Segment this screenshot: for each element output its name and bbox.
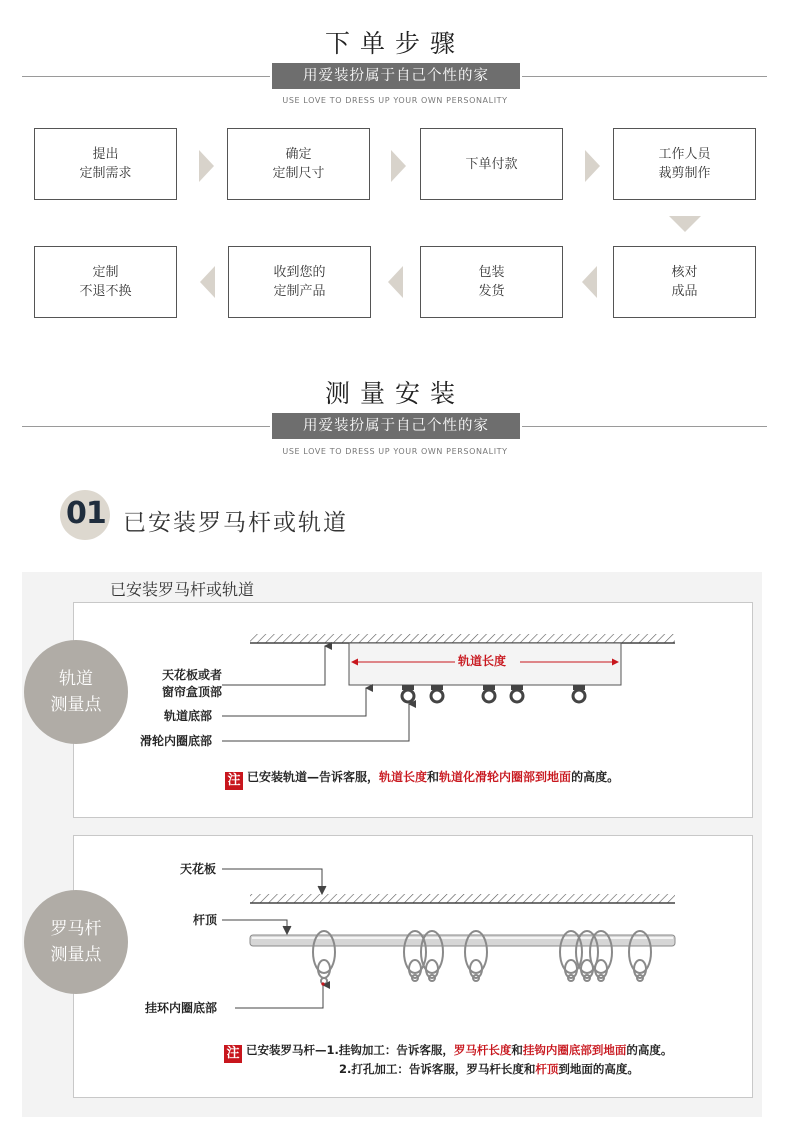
label-track-bottom: 轨道底部 [164,709,213,723]
step-box: 确定 定制尺寸 [227,128,370,200]
section-title-order-steps: 下单步骤 [324,29,465,58]
pulley-icons [402,685,585,702]
step-box: 核对 成品 [613,246,756,318]
note-mark: 注 [225,772,243,790]
label-track-length: 轨道长度 [458,654,507,668]
rod-note-1: 注 已安装罗马杆—1.挂钩加工：告诉客服，罗马杆长度和挂钩内圈底部到地面的高度。 [224,1042,672,1063]
step-box: 工作人员 裁剪制作 [613,128,756,200]
track-measure-point: 轨道 测量点 [24,640,128,744]
section-title-measure: 测量安装 [324,379,465,408]
label-pulley-inner-bottom: 滑轮内圈底部 [140,734,213,748]
slogan-banner: 用爱装扮属于自己个性的家 [272,63,520,89]
label-ceiling-or-box-top: 天花板或者 窗帘盒顶部 [161,668,222,699]
ceiling-hatch [250,634,675,643]
step-box: 包装 发货 [420,246,563,318]
label-ceiling: 天花板 [180,862,217,876]
step-box: 提出 定制需求 [34,128,177,200]
note-mark: 注 [224,1045,242,1063]
rod-note-2: 2.打孔加工：告诉客服，罗马杆长度和杆顶到地面的高度。 [339,1062,639,1076]
label-ring-inner-bottom: 挂环内圈底部 [145,1001,218,1015]
track-note: 注 已安装轨道—告诉客服，轨道长度和轨道化滑轮内圈部到地面的高度。 [225,768,619,790]
subsection-heading: 已安装罗马杆或轨道 [123,510,348,536]
label-rod-top: 杆顶 [193,913,218,927]
step-box: 定制 不退不换 [34,246,177,318]
ceiling-hatch [250,894,675,903]
rod-measure-point: 罗马杆 测量点 [24,890,128,994]
slogan-subtitle: USE LOVE TO DRESS UP YOUR OWN PERSONALITY [282,96,508,105]
slogan-banner: 用爱装扮属于自己个性的家 [272,413,520,439]
step-box: 下单付款 [420,128,563,200]
step-box: 收到您的 定制产品 [228,246,371,318]
diagram-caption: 已安装罗马杆或轨道 [110,580,255,599]
step-number: 01 [66,496,106,531]
slogan-subtitle: USE LOVE TO DRESS UP YOUR OWN PERSONALITY [282,447,508,456]
